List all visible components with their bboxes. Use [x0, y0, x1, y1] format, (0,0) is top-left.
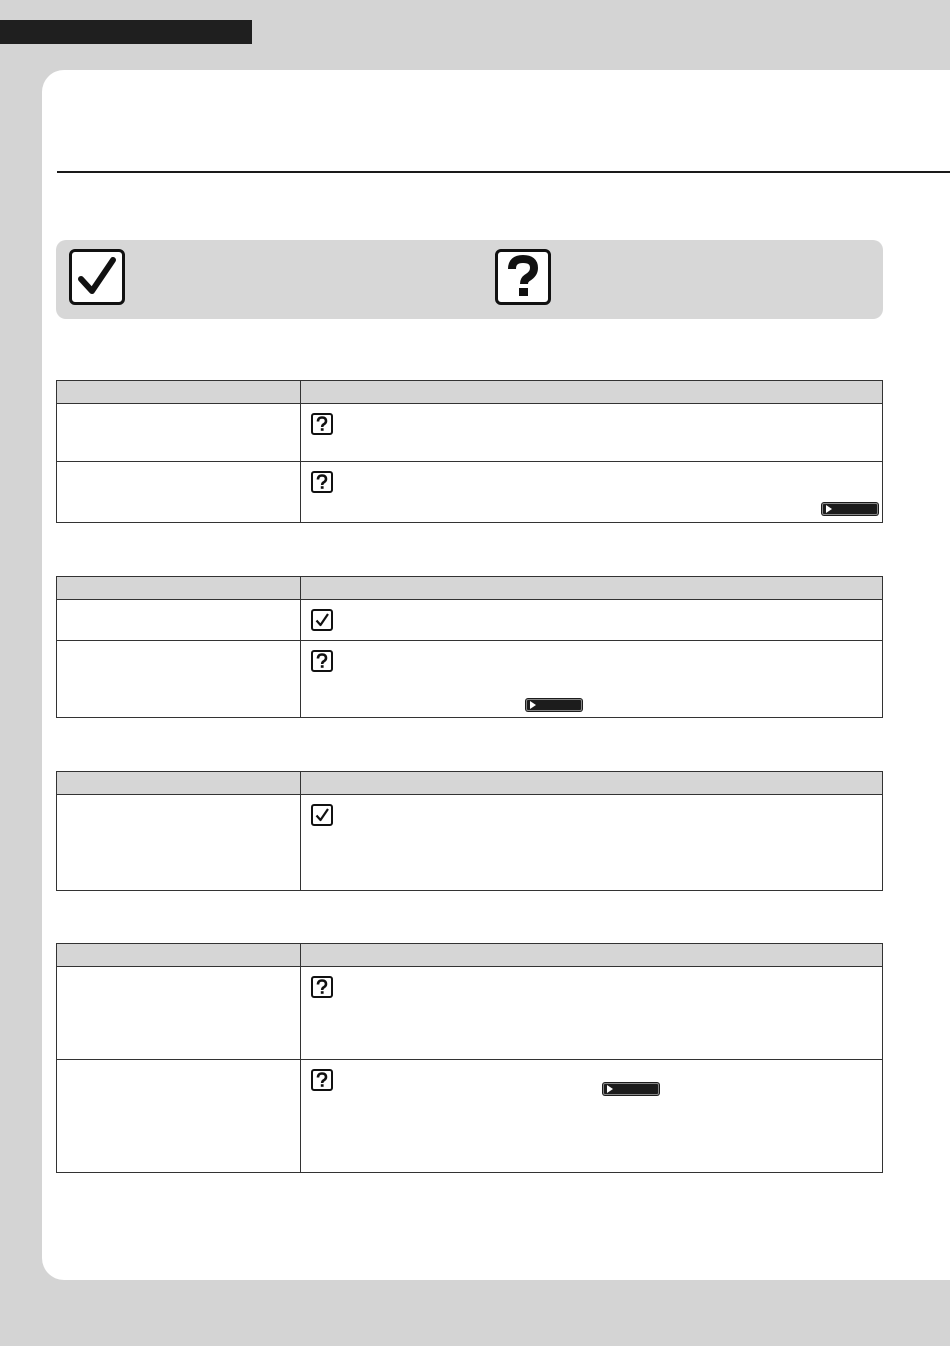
- problem-cell: [57, 404, 301, 462]
- question-icon: [311, 650, 333, 672]
- problem-cell: [57, 462, 301, 523]
- table-row: [57, 600, 883, 641]
- table-row: [57, 795, 883, 891]
- problem-cell: [57, 600, 301, 641]
- chapter-tab: [0, 20, 252, 44]
- troubleshooting-table-1: [56, 380, 883, 523]
- table-row: [57, 967, 883, 1060]
- solution-column-header: [301, 381, 883, 404]
- table-header-row: [57, 577, 883, 600]
- table-row: [57, 404, 883, 462]
- question-icon: [311, 976, 333, 998]
- solution-cell: [301, 600, 883, 641]
- check-icon: [311, 804, 333, 826]
- solution-column-header: [301, 772, 883, 795]
- page-reference-button[interactable]: [821, 502, 879, 516]
- table-header-row: [57, 944, 883, 967]
- page-reference-button[interactable]: [525, 698, 583, 712]
- table-header-row: [57, 381, 883, 404]
- question-icon: [495, 249, 551, 305]
- question-icon: [311, 1069, 333, 1091]
- solution-column-header: [301, 577, 883, 600]
- table-row: [57, 462, 883, 523]
- problem-column-header: [57, 772, 301, 795]
- page-reference-button[interactable]: [602, 1082, 660, 1096]
- troubleshooting-table-4: [56, 943, 883, 1173]
- problem-cell: [57, 1060, 301, 1173]
- problem-column-header: [57, 381, 301, 404]
- problem-cell: [57, 795, 301, 891]
- solution-cell: [301, 404, 883, 462]
- solution-column-header: [301, 944, 883, 967]
- problem-cell: [57, 641, 301, 718]
- question-icon: [311, 413, 333, 435]
- problem-cell: [57, 967, 301, 1060]
- solution-cell: [301, 795, 883, 891]
- table-row: [57, 641, 883, 718]
- problem-column-header: [57, 944, 301, 967]
- solution-cell: [301, 967, 883, 1060]
- table-row: [57, 1060, 883, 1173]
- question-icon: [311, 471, 333, 493]
- check-icon: [311, 609, 333, 631]
- legend-box: [56, 240, 883, 319]
- troubleshooting-table-3: [56, 771, 883, 891]
- solution-cell: [301, 462, 883, 523]
- problem-column-header: [57, 577, 301, 600]
- solution-cell: [301, 641, 883, 718]
- check-icon: [69, 249, 125, 305]
- title-divider: [57, 171, 950, 173]
- troubleshooting-table-2: [56, 576, 883, 718]
- solution-cell: [301, 1060, 883, 1173]
- table-header-row: [57, 772, 883, 795]
